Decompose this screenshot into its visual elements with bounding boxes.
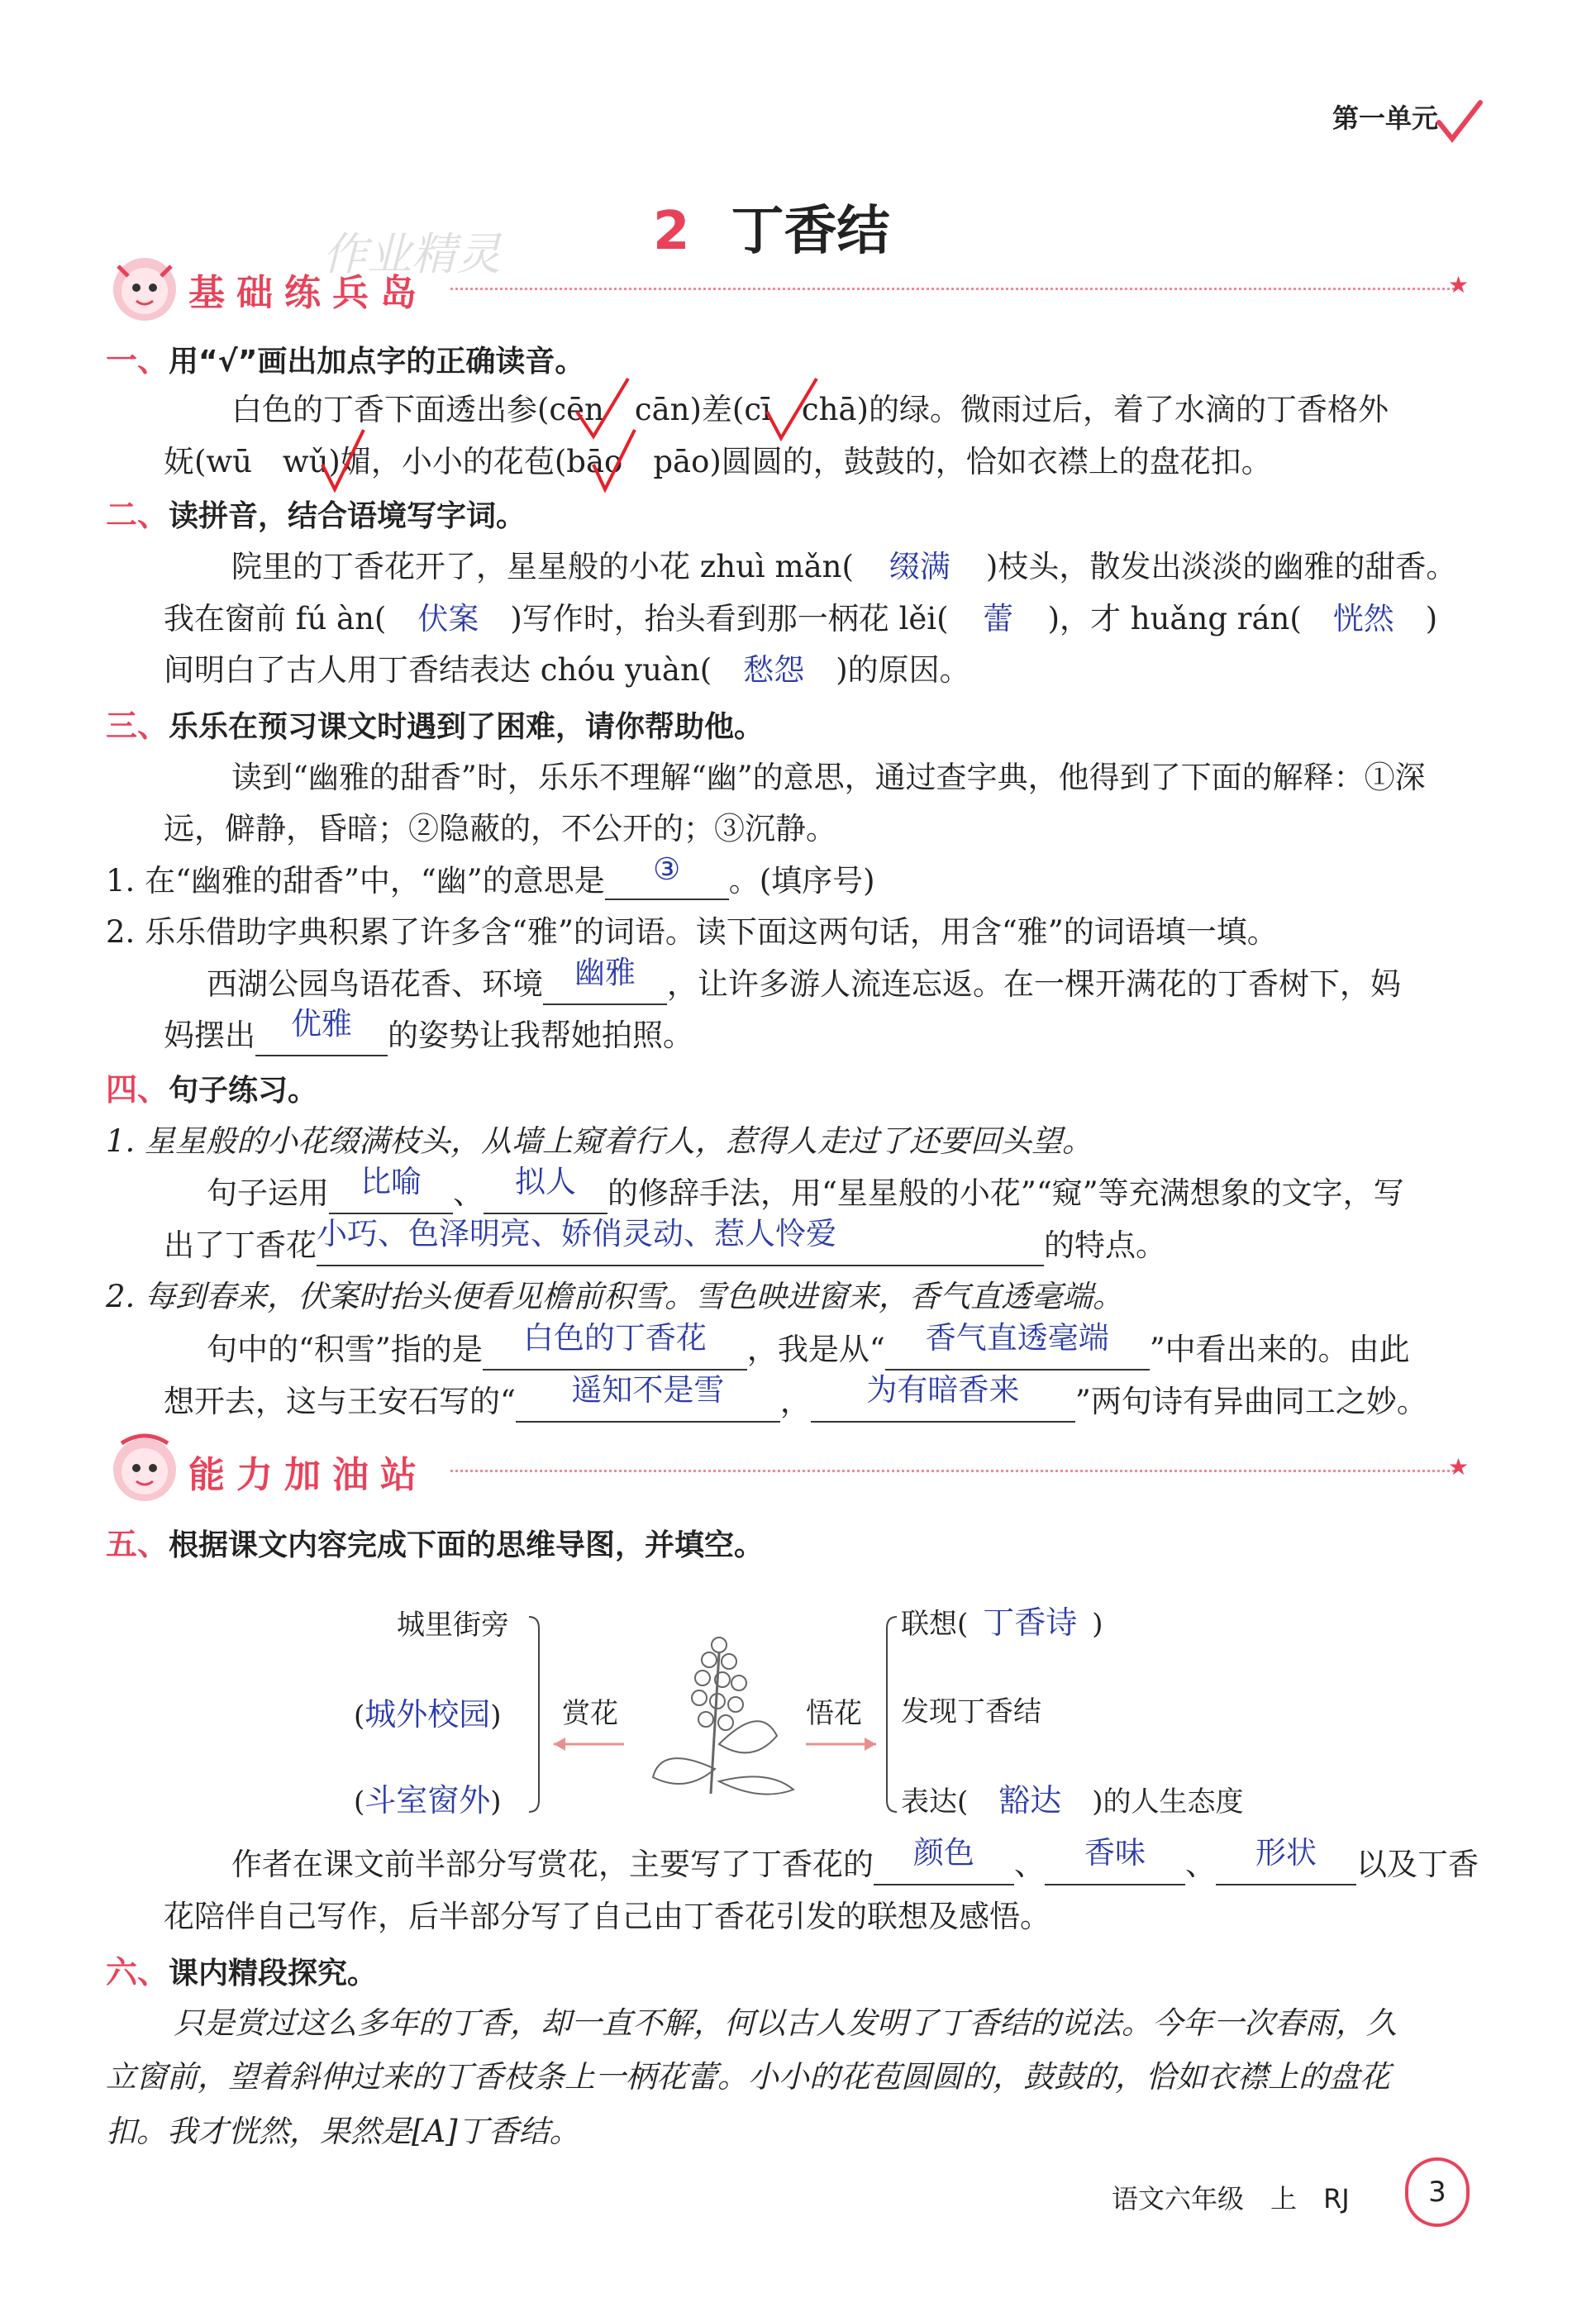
q5-para-1: 作者在课文前半部分写赏花，主要写了丁香花的 颜色 、 香味 、 形状 以及丁香 xyxy=(231,1839,1479,1885)
q3-sub-2-line-2: 妈摆出 优雅 的姿势让我帮她拍照。 xyxy=(164,1010,693,1056)
answer-you-meaning: ③ xyxy=(653,851,681,887)
question-2-title: 二、读拼音，结合语境写字词。 xyxy=(106,497,526,533)
mindmap-right-1: 联想( 丁香诗 ) xyxy=(901,1604,1103,1641)
lesson-number: 2 xyxy=(653,201,690,262)
q2-line-2: 我在窗前 fú àn( 伏案 )写作时，抬头看到那一柄花 lěi( 蕾 )，才 huǎng rán( 恍然 ) xyxy=(164,593,1437,638)
mindmap-enjoy: 赏花 xyxy=(562,1697,618,1730)
answer-xiangqi: 香气直透毫端 xyxy=(925,1320,1109,1356)
mindmap-right-3: 表达( 豁达 )的人生态度 xyxy=(901,1782,1244,1819)
answer-shape: 形状 xyxy=(1255,1835,1317,1871)
answer-biyu: 比喻 xyxy=(360,1164,422,1199)
mindmap-left-3: (斗室窗外) xyxy=(354,1782,502,1819)
answer-youya2: 优雅 xyxy=(291,1006,352,1042)
unit-label: 第一单元 xyxy=(1332,102,1439,134)
answer-youya: 幽雅 xyxy=(574,955,636,990)
lesson-title-text: 丁香结 xyxy=(731,201,890,262)
page-number: 3 xyxy=(1428,2176,1446,2209)
q3-sub-2: 2. 乐乐借助字典积累了许多含“雅”的词语。读下面这两句话，用含“雅”的词语填一填。 xyxy=(106,914,1278,950)
answer-poem-1: 遥知不是雪 xyxy=(571,1372,725,1408)
answer-chouyuan: 愁怨 xyxy=(743,652,805,688)
answer-scent: 香味 xyxy=(1084,1835,1146,1871)
star-icon: ★ xyxy=(1448,271,1470,298)
footer-book: 语文六年级 上 RJ xyxy=(1112,2183,1350,2214)
question-4-title: 四、句子练习。 xyxy=(106,1071,318,1108)
answer-lei: 蕾 xyxy=(983,601,1014,636)
q6-para-3: 扣。我才恍然，果然是[A]丁香结。 xyxy=(106,2114,580,2149)
q2-line-3: 间明白了古人用丁香结表达 chóu yuàn( 愁怨 )的原因。 xyxy=(164,645,970,689)
q3-sub-2-line-1: 西湖公园鸟语花香、环境 幽雅 ，让许多游人流连忘返。在一棵开满花的丁香树下，妈 xyxy=(207,959,1401,1005)
answer-poem-2: 为有暗香来 xyxy=(866,1372,1020,1408)
answer-niren: 拟人 xyxy=(515,1164,576,1199)
q3-para-2: 远，僻静，昏暗；②隐蔽的，不公开的；③沉静。 xyxy=(164,811,836,846)
q4-sub-1-line-2: 出了丁香花小巧、色泽明亮、娇俏灵动、惹人怜爱 的特点。 xyxy=(164,1220,1166,1266)
q1-line-1: 白色的丁香下面透出参(cēn cān)差(cī chā)的绿。微雨过后，着了水滴的丁香格外 xyxy=(231,392,1389,427)
star-icon: ★ xyxy=(1448,1453,1470,1480)
question-6-title: 六、课内精段探究。 xyxy=(106,1954,378,1990)
mindmap-left-2: (城外校园) xyxy=(354,1696,502,1733)
watermark: 作业精灵 xyxy=(322,228,501,280)
q3-sub-1: 1. 在“幽雅的甜香”中，“幽”的意思是 ③ 。(填序号) xyxy=(106,851,875,899)
section-banner-ability: 能力加油站 xyxy=(188,1454,428,1496)
mindmap-right-2: 发现丁香结 xyxy=(901,1695,1041,1728)
q1-line-2: 妩(wū wǔ)媚，小小的花苞(bāo pāo)圆圆的，鼓鼓的，恰如衣襟上的盘花扣。 xyxy=(164,444,1272,479)
section-banner-basic: 基础练兵岛 xyxy=(188,272,428,314)
q4-sub-1-line-1: 句子运用 比喻 、 拟人 的修辞手法，用“星星般的小花”“窥”等充满想象的文字，写 xyxy=(207,1168,1404,1214)
q5-para-2: 花陪伴自己写作，后半部分写了自己由丁香花引发的联想及感悟。 xyxy=(164,1899,1051,1934)
q4-sub-1: 1. 星星般的小花缀满枝头，从墙上窥着行人，惹得人走过了还要回头望。 xyxy=(106,1123,1093,1159)
mindmap-realize: 悟花 xyxy=(806,1697,862,1730)
lilac-flower-icon xyxy=(636,1620,802,1802)
q2-line-1: 院里的丁香花开了，星星般的小花 zhuì mǎn( 缀满 )枝头，散发出淡淡的幽雅的甜香。 xyxy=(231,541,1456,586)
mindmap-left-1: 城里街旁 xyxy=(397,1609,509,1642)
q4-sub-2-line-2: 想开去，这与王安石写的“ 遥知不是雪 ， 为有暗香来 ”两句诗有异曲同工之妙。 xyxy=(164,1376,1427,1423)
page-number-badge xyxy=(1405,2157,1470,2227)
answer-color: 颜色 xyxy=(913,1835,974,1871)
answer-fuan: 伏案 xyxy=(417,601,479,636)
answer-zhuiman: 缀满 xyxy=(889,549,950,584)
q4-sub-2: 2. 每到春来，伏案时抬头便看见檐前积雪。雪色映进窗来，香气直透毫端。 xyxy=(106,1279,1124,1314)
q4-sub-2-line-1: 句中的“积雪”指的是 白色的丁香花 ，我是从“ 香气直透毫端 ”中看出来的。由此 xyxy=(207,1324,1410,1371)
question-5-title: 五、根据课文内容完成下面的思维导图，并填空。 xyxy=(106,1526,765,1562)
answer-features: 小巧、色泽明亮、娇俏灵动、惹人怜爱 xyxy=(317,1216,836,1251)
q3-para-1: 读到“幽雅的甜香”时，乐乐不理解“幽”的意思，通过查字典，他得到了下面的解释：①深 xyxy=(231,760,1426,795)
question-1-title: 一、用“√”画出加点字的正确读音。 xyxy=(106,342,585,379)
answer-huangran: 恍然 xyxy=(1332,601,1394,636)
q6-para-2: 立窗前，望着斜伸过来的丁香枝条上一柄花蕾。小小的花苞圆圆的，鼓鼓的，恰如衣襟上的盘花 xyxy=(106,2059,1390,2095)
question-3-title: 三、乐乐在预习课文时遇到了困难，请你帮助他。 xyxy=(106,708,765,744)
answer-jixue: 白色的丁香花 xyxy=(522,1320,707,1356)
q6-para-1: 只是赏过这么多年的丁香，却一直不解，何以古人发明了丁香结的说法。今年一次春雨，久 xyxy=(174,2005,1397,2041)
